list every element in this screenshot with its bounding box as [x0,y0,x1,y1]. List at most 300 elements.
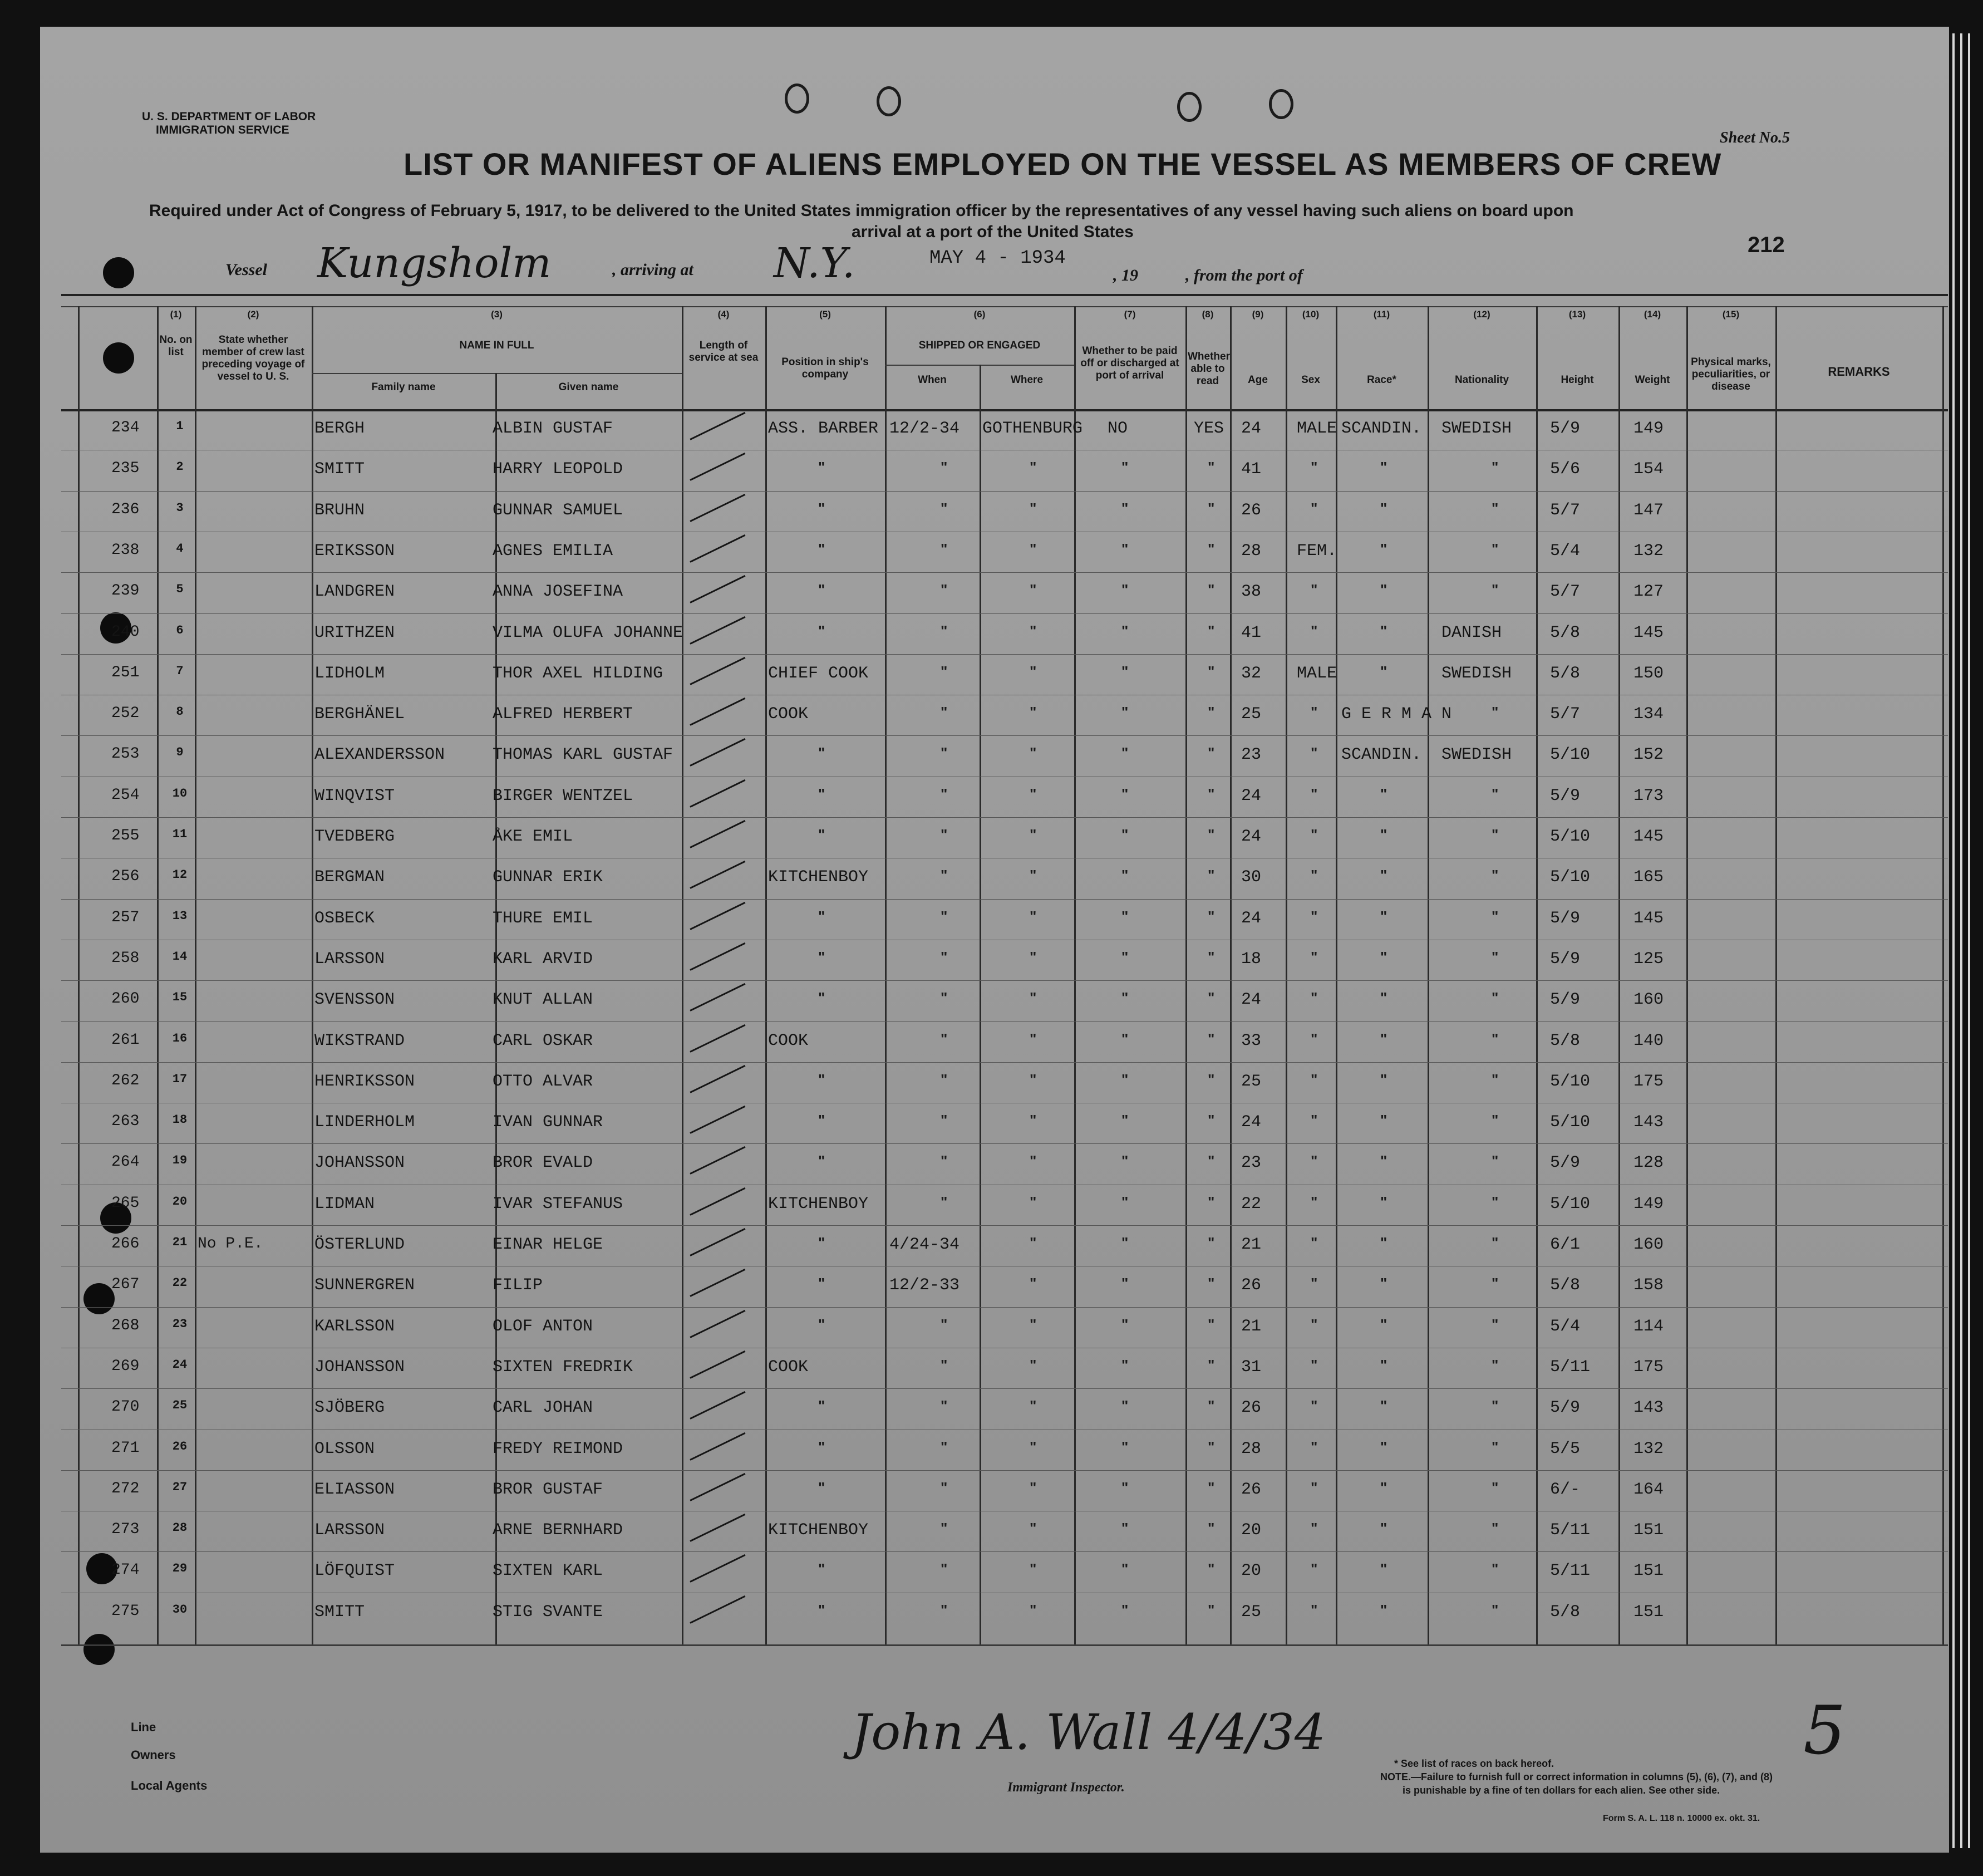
row-weight: 175 [1633,1072,1664,1091]
page-edge [1968,33,1970,1848]
row-given-name: THOMAS KARL GUSTAF [493,745,673,764]
row-age: 25 [1241,705,1262,724]
column-divider [157,306,159,1644]
row-weight: 151 [1633,1561,1664,1580]
row-family-name: SMITT [314,460,365,479]
row-list-number: 9 [176,745,184,759]
row-age: 41 [1241,623,1262,642]
ditto-mark: " [1208,1520,1215,1536]
ditto-mark: " [1380,1112,1387,1128]
ditto-mark: " [1208,1275,1215,1291]
row-height: 5/10 [1550,1072,1591,1091]
row-height: 5/10 [1550,1195,1591,1214]
row-given-name: SIXTEN KARL [493,1561,603,1580]
ditto-mark: " [1208,1071,1215,1088]
ditto-mark: " [1311,908,1318,925]
ditto-mark: " [1121,704,1129,720]
sheet-label: Sheet No.5 [1720,129,1790,146]
row-race: SCANDIN. [1341,419,1422,438]
ditto-mark: " [1030,1357,1037,1373]
header-shipped-engaged: SHIPPED OR ENGAGED [918,340,1041,351]
ditto-mark: " [1311,1194,1318,1210]
column-number: (6) [973,309,986,320]
ditto-mark: " [1208,785,1215,802]
row-height: 5/7 [1550,705,1581,724]
row-height: 5/9 [1550,909,1581,928]
row-given-name: IVAN GUNNAR [493,1113,603,1132]
ditto-mark: " [1030,1194,1037,1210]
ditto-mark: " [1380,1152,1387,1169]
row-weight: 147 [1633,501,1664,520]
ditto-mark: " [941,500,948,517]
ditto-mark: " [1121,1234,1129,1251]
column-divider [78,306,80,1644]
row-weight: 125 [1633,950,1664,969]
ditto-mark: " [1208,1397,1215,1414]
ditto-mark: " [1311,826,1318,843]
ditto-mark: " [1121,1520,1129,1536]
ditto-mark: " [818,908,825,925]
ditto-mark: " [1208,1602,1215,1618]
row-height: 5/8 [1550,1276,1581,1295]
manifest-title: LIST OR MANIFEST OF ALIENS EMPLOYED ON THE VESSEL AS MEMBERS OF CREW [404,146,1722,181]
row-list-number: 26 [172,1440,188,1453]
row-weight: 158 [1633,1276,1664,1295]
binder-hole [877,86,901,116]
ditto-mark: " [1492,1602,1499,1618]
ditto-mark: " [1380,581,1387,598]
row-list-number: 29 [172,1561,188,1575]
ditto-mark: " [941,989,948,1006]
row-age: 30 [1241,868,1262,887]
ditto-mark: " [1121,1479,1129,1496]
row-height: 5/10 [1550,745,1591,764]
ditto-mark: " [1311,1071,1318,1088]
row-shipped-when: 12/2-34 [889,419,960,438]
row-margin-number: 273 [111,1521,140,1538]
row-given-name: GUNNAR SAMUEL [493,501,623,520]
header-family-name: Family name [371,381,436,393]
header-bottom-rule [61,409,1948,411]
ditto-mark: " [1380,1030,1387,1047]
punch-hole [103,342,134,374]
column-divider [885,306,887,1644]
row-family-name: LARSSON [314,1521,385,1540]
row-race: SCANDIN. [1341,745,1422,764]
column-number: (11) [1373,309,1390,320]
row-height: 5/10 [1550,868,1591,887]
ditto-mark: " [1208,949,1215,965]
ditto-mark: " [1030,1602,1037,1618]
row-given-name: THOR AXEL HILDING [493,664,663,683]
ditto-mark: " [1311,1479,1318,1496]
row-margin-number: 234 [111,419,140,436]
ditto-mark: " [1311,1357,1318,1373]
row-rule [61,1470,1948,1471]
ditto-mark: " [1380,1194,1387,1210]
ditto-mark: " [941,744,948,761]
row-family-name: LINDERHOLM [314,1113,415,1132]
ditto-mark: " [1030,663,1037,680]
row-nationality: DANISH [1441,623,1502,642]
ditto-mark: " [1030,867,1037,883]
ditto-mark: " [1492,1520,1499,1536]
ditto-mark: " [941,1560,948,1577]
row-given-name: KNUT ALLAN [493,990,593,1009]
ditto-mark: " [1030,1152,1037,1169]
ditto-mark: " [1121,1071,1129,1088]
row-weight: 114 [1633,1317,1664,1336]
ditto-mark: " [1121,785,1129,802]
row-margin-number: 239 [111,582,140,600]
row-family-name: WINQVIST [314,787,395,806]
ditto-mark: " [941,1357,948,1373]
ditto-mark: " [1311,1602,1318,1618]
owners-label: Owners [131,1748,176,1762]
row-nationality: SWEDISH [1441,664,1512,683]
row-shipped-when: 12/2-33 [889,1276,960,1295]
column-divider [1286,306,1287,1644]
ditto-mark: " [1380,785,1387,802]
ditto-mark: " [1208,1112,1215,1128]
row-age: 32 [1241,664,1262,683]
row-list-number: 30 [172,1603,188,1617]
ditto-mark: " [941,622,948,639]
ditto-mark: " [1311,949,1318,965]
row-margin-number: 238 [111,542,140,559]
row-rule [61,1225,1948,1226]
row-list-number: 1 [176,419,184,433]
row-list-number: 11 [172,827,188,841]
ditto-mark: " [1380,1275,1387,1291]
row-age: 20 [1241,1521,1262,1540]
row-height: 5/9 [1550,1398,1581,1417]
ditto-mark: " [818,1397,825,1414]
row-age: 18 [1241,950,1262,969]
row-age: 28 [1241,1440,1262,1458]
row-list-number: 25 [172,1398,188,1412]
header-age: Age [1248,374,1268,386]
column-divider [1074,306,1076,1644]
row-weight: 132 [1633,1440,1664,1458]
row-given-name: ALBIN GUSTAF [493,419,613,438]
row-list-number: 10 [172,787,188,801]
column-divider [682,306,683,1644]
year-label: , 19 [1113,266,1138,284]
row-given-name: THURE EMIL [493,909,593,928]
form-number: Form S. A. L. 118 n. 10000 ex. okt. 31. [1603,1814,1760,1823]
column-divider [195,306,196,1644]
row-nationality: SWEDISH [1441,419,1512,438]
ditto-mark: " [1492,826,1499,843]
row-list-number: 16 [172,1032,188,1045]
column-number: (15) [1722,309,1740,320]
ditto-mark: " [941,704,948,720]
header-sex: Sex [1301,374,1320,386]
list-number: 212 [1748,233,1785,257]
column-divider [1775,306,1777,1644]
row-list-number: 15 [172,990,188,1004]
row-able-to-read: YES [1194,419,1224,438]
row-family-name: LIDHOLM [314,664,385,683]
ditto-mark: " [1492,1234,1499,1251]
ditto-mark: " [1030,1030,1037,1047]
header-when: When [918,374,947,386]
ditto-mark: " [1121,622,1129,639]
row-height: 5/5 [1550,1440,1581,1458]
header-no-on-list: No. on list [159,334,193,358]
subtitle-line2: arrival at a port of the United States [852,223,1134,241]
ditto-mark: " [818,785,825,802]
row-age: 26 [1241,1480,1262,1499]
row-rule [61,572,1948,573]
row-margin-number: 260 [111,990,140,1008]
column-divider [765,306,767,1644]
ditto-mark: " [1030,826,1037,843]
row-family-name: LIDMAN [314,1195,375,1214]
row-margin-number: 269 [111,1358,140,1375]
header-name-in-full: NAME IN FULL [459,340,534,351]
ditto-mark: " [1208,622,1215,639]
row-age: 33 [1241,1032,1262,1050]
ditto-mark: " [1208,1316,1215,1333]
row-height: 5/8 [1550,623,1581,642]
row-weight: 134 [1633,705,1664,724]
header-height: Height [1561,374,1594,386]
ditto-mark: " [1208,581,1215,598]
ditto-mark: " [1492,908,1499,925]
row-given-name: ALFRED HERBERT [493,705,633,724]
ditto-mark: " [1030,704,1037,720]
row-margin-number: 270 [111,1398,140,1416]
table-bottom-rule [61,1644,1948,1646]
ditto-mark: " [1492,459,1499,475]
row-age: 24 [1241,827,1262,846]
ditto-mark: " [1492,500,1499,517]
ditto-mark: " [1311,500,1318,517]
ditto-mark: " [1492,989,1499,1006]
ditto-mark: " [941,1520,948,1536]
ditto-mark: " [1311,1397,1318,1414]
row-height: 5/8 [1550,1603,1581,1622]
ditto-mark: " [941,826,948,843]
ditto-mark: " [1121,1275,1129,1291]
row-height: 5/7 [1550,501,1581,520]
row-list-number: 12 [172,868,188,882]
ditto-mark: " [818,949,825,965]
row-weight: 127 [1633,582,1664,601]
row-height: 5/11 [1550,1358,1591,1377]
ditto-mark: " [1492,1479,1499,1496]
row-paid-off: NO [1108,419,1128,438]
row-given-name: FILIP [493,1276,543,1295]
arriving-label: , arriving at [612,261,693,279]
row-height: 6/1 [1550,1235,1581,1254]
ditto-mark: " [1208,1357,1215,1373]
row-position: KITCHENBOY [768,1195,869,1214]
ditto-mark: " [941,541,948,557]
ditto-mark: " [1380,1520,1387,1536]
ditto-mark: " [1208,500,1215,517]
ditto-mark: " [1492,1560,1499,1577]
row-given-name: BIRGER WENTZEL [493,787,633,806]
ditto-mark: " [1208,867,1215,883]
row-margin-number: 255 [111,827,140,844]
row-given-name: OLOF ANTON [493,1317,593,1336]
ditto-mark: " [1380,622,1387,639]
ditto-mark: " [1121,500,1129,517]
row-weight: 149 [1633,1195,1664,1214]
row-given-name: BROR GUSTAF [493,1480,603,1499]
ditto-mark: " [941,1071,948,1088]
ditto-mark: " [1030,581,1037,598]
ditto-mark: " [941,459,948,475]
ditto-mark: " [1030,1479,1037,1496]
row-weight: 151 [1633,1603,1664,1622]
row-age: 25 [1241,1603,1262,1622]
row-given-name: ARNE BERNHARD [493,1521,623,1540]
row-list-number: 8 [176,705,184,719]
header-race: Race* [1367,374,1396,386]
row-given-name: STIG SVANTE [493,1603,603,1622]
ditto-mark: " [1311,581,1318,598]
row-given-name: AGNES EMILIA [493,542,613,561]
ditto-mark: " [1311,1030,1318,1047]
row-weight: 145 [1633,827,1664,846]
row-height: 5/4 [1550,1317,1581,1336]
ditto-mark: " [818,1560,825,1577]
row-height: 6/- [1550,1480,1581,1499]
ditto-mark: " [1380,1479,1387,1496]
row-given-name: BROR EVALD [493,1153,593,1172]
ditto-mark: " [1311,459,1318,475]
row-margin-number: 257 [111,909,140,926]
row-family-name: TVEDBERG [314,827,395,846]
header-physical-marks: Physical marks, peculiarities, or disease [1691,356,1771,392]
ditto-mark: " [1121,1112,1129,1128]
row-family-name: WIKSTRAND [314,1032,405,1050]
row-family-name: JOHANSSON [314,1153,405,1172]
ditto-mark: " [1121,1357,1129,1373]
row-family-name: BERGHÄNEL [314,705,405,724]
row-height: 5/9 [1550,419,1581,438]
ditto-mark: " [1492,1316,1499,1333]
ditto-mark: " [1311,989,1318,1006]
ditto-mark: " [818,622,825,639]
column-number: (3) [491,309,503,320]
row-family-name: SVENSSON [314,990,395,1009]
ditto-mark: " [1380,1560,1387,1577]
ditto-mark: " [1311,1560,1318,1577]
row-given-name: ÅKE EMIL [493,827,573,846]
ditto-mark: " [1492,1030,1499,1047]
row-margin-number: 272 [111,1480,140,1497]
row-margin-number: 256 [111,868,140,885]
subtitle-line1: Required under Act of Congress of February 5, 1917, to be delivered to the United States immigration officer by the representatives of any vessel having such aliens on board upon [149,202,1574,220]
row-nationality: SWEDISH [1441,745,1512,764]
row-margin-number: 271 [111,1440,140,1457]
ditto-mark: " [941,1152,948,1169]
ditto-mark: " [1492,1194,1499,1210]
header-remarks: REMARKS [1828,365,1890,379]
row-family-name: SJÖBERG [314,1398,385,1417]
ditto-mark: " [941,581,948,598]
ditto-mark: " [1121,908,1129,925]
header-length-of-service: Length of service at sea [688,340,759,364]
ditto-mark: " [818,581,825,598]
row-given-name: KARL ARVID [493,950,593,969]
ditto-mark: " [1492,581,1499,598]
row-given-name: CARL JOHAN [493,1398,593,1417]
ditto-mark: " [1380,867,1387,883]
ditto-mark: " [1208,989,1215,1006]
row-weight: 175 [1633,1358,1664,1377]
ditto-mark: " [1030,1071,1037,1088]
ditto-mark: " [1492,1438,1499,1455]
row-given-name: ANNA JOSEFINA [493,582,623,601]
header-weight: Weight [1635,374,1670,386]
shipped-split-divider [980,365,981,1644]
row-list-number: 14 [172,950,188,964]
row-given-name: VILMA OLUFA JOHANNE [493,623,683,642]
ditto-mark: " [941,1194,948,1210]
column-divider [1536,306,1538,1644]
row-margin-number: 275 [111,1603,140,1620]
ditto-mark: " [1208,744,1215,761]
row-margin-number: 258 [111,950,140,967]
ditto-mark: " [1208,1030,1215,1047]
ditto-mark: " [818,1071,825,1088]
ditto-mark: " [1492,949,1499,965]
ditto-mark: " [1208,1234,1215,1251]
ditto-mark: " [1380,1316,1387,1333]
row-age: 26 [1241,501,1262,520]
row-weight: 152 [1633,745,1664,764]
ditto-mark: " [941,867,948,883]
row-family-name: LARSSON [314,950,385,969]
row-age: 25 [1241,1072,1262,1091]
row-age: 21 [1241,1235,1262,1254]
row-weight: 145 [1633,623,1664,642]
ditto-mark: " [941,1316,948,1333]
inspector-signature: John A. Wall 4/4/34 [852,1703,1326,1761]
ditto-mark: " [1208,1152,1215,1169]
row-margin-number: 267 [111,1276,140,1293]
ditto-mark: " [941,785,948,802]
row-age: 24 [1241,1113,1262,1132]
page-edge [1960,33,1962,1848]
row-rule [61,899,1948,900]
row-list-number: 19 [172,1153,188,1167]
header-paid-off: Whether to be paid off or discharged at port of arrival [1080,345,1179,381]
ditto-mark: " [1492,1112,1499,1128]
row-list-number: 18 [172,1113,188,1127]
row-age: 26 [1241,1276,1262,1295]
row-family-name: LÖFQUIST [314,1561,395,1580]
ditto-mark: " [1208,826,1215,843]
ditto-mark: " [818,1234,825,1251]
row-age: 24 [1241,990,1262,1009]
ditto-mark: " [1030,1520,1037,1536]
row-margin-number: 262 [111,1072,140,1089]
row-margin-number: 240 [111,623,140,641]
ditto-mark: " [1121,1397,1129,1414]
ditto-mark: " [1121,744,1129,761]
ditto-mark: " [941,1602,948,1618]
header-given-name: Given name [558,381,619,393]
row-height: 5/9 [1550,950,1581,969]
ditto-mark: " [1121,1030,1129,1047]
